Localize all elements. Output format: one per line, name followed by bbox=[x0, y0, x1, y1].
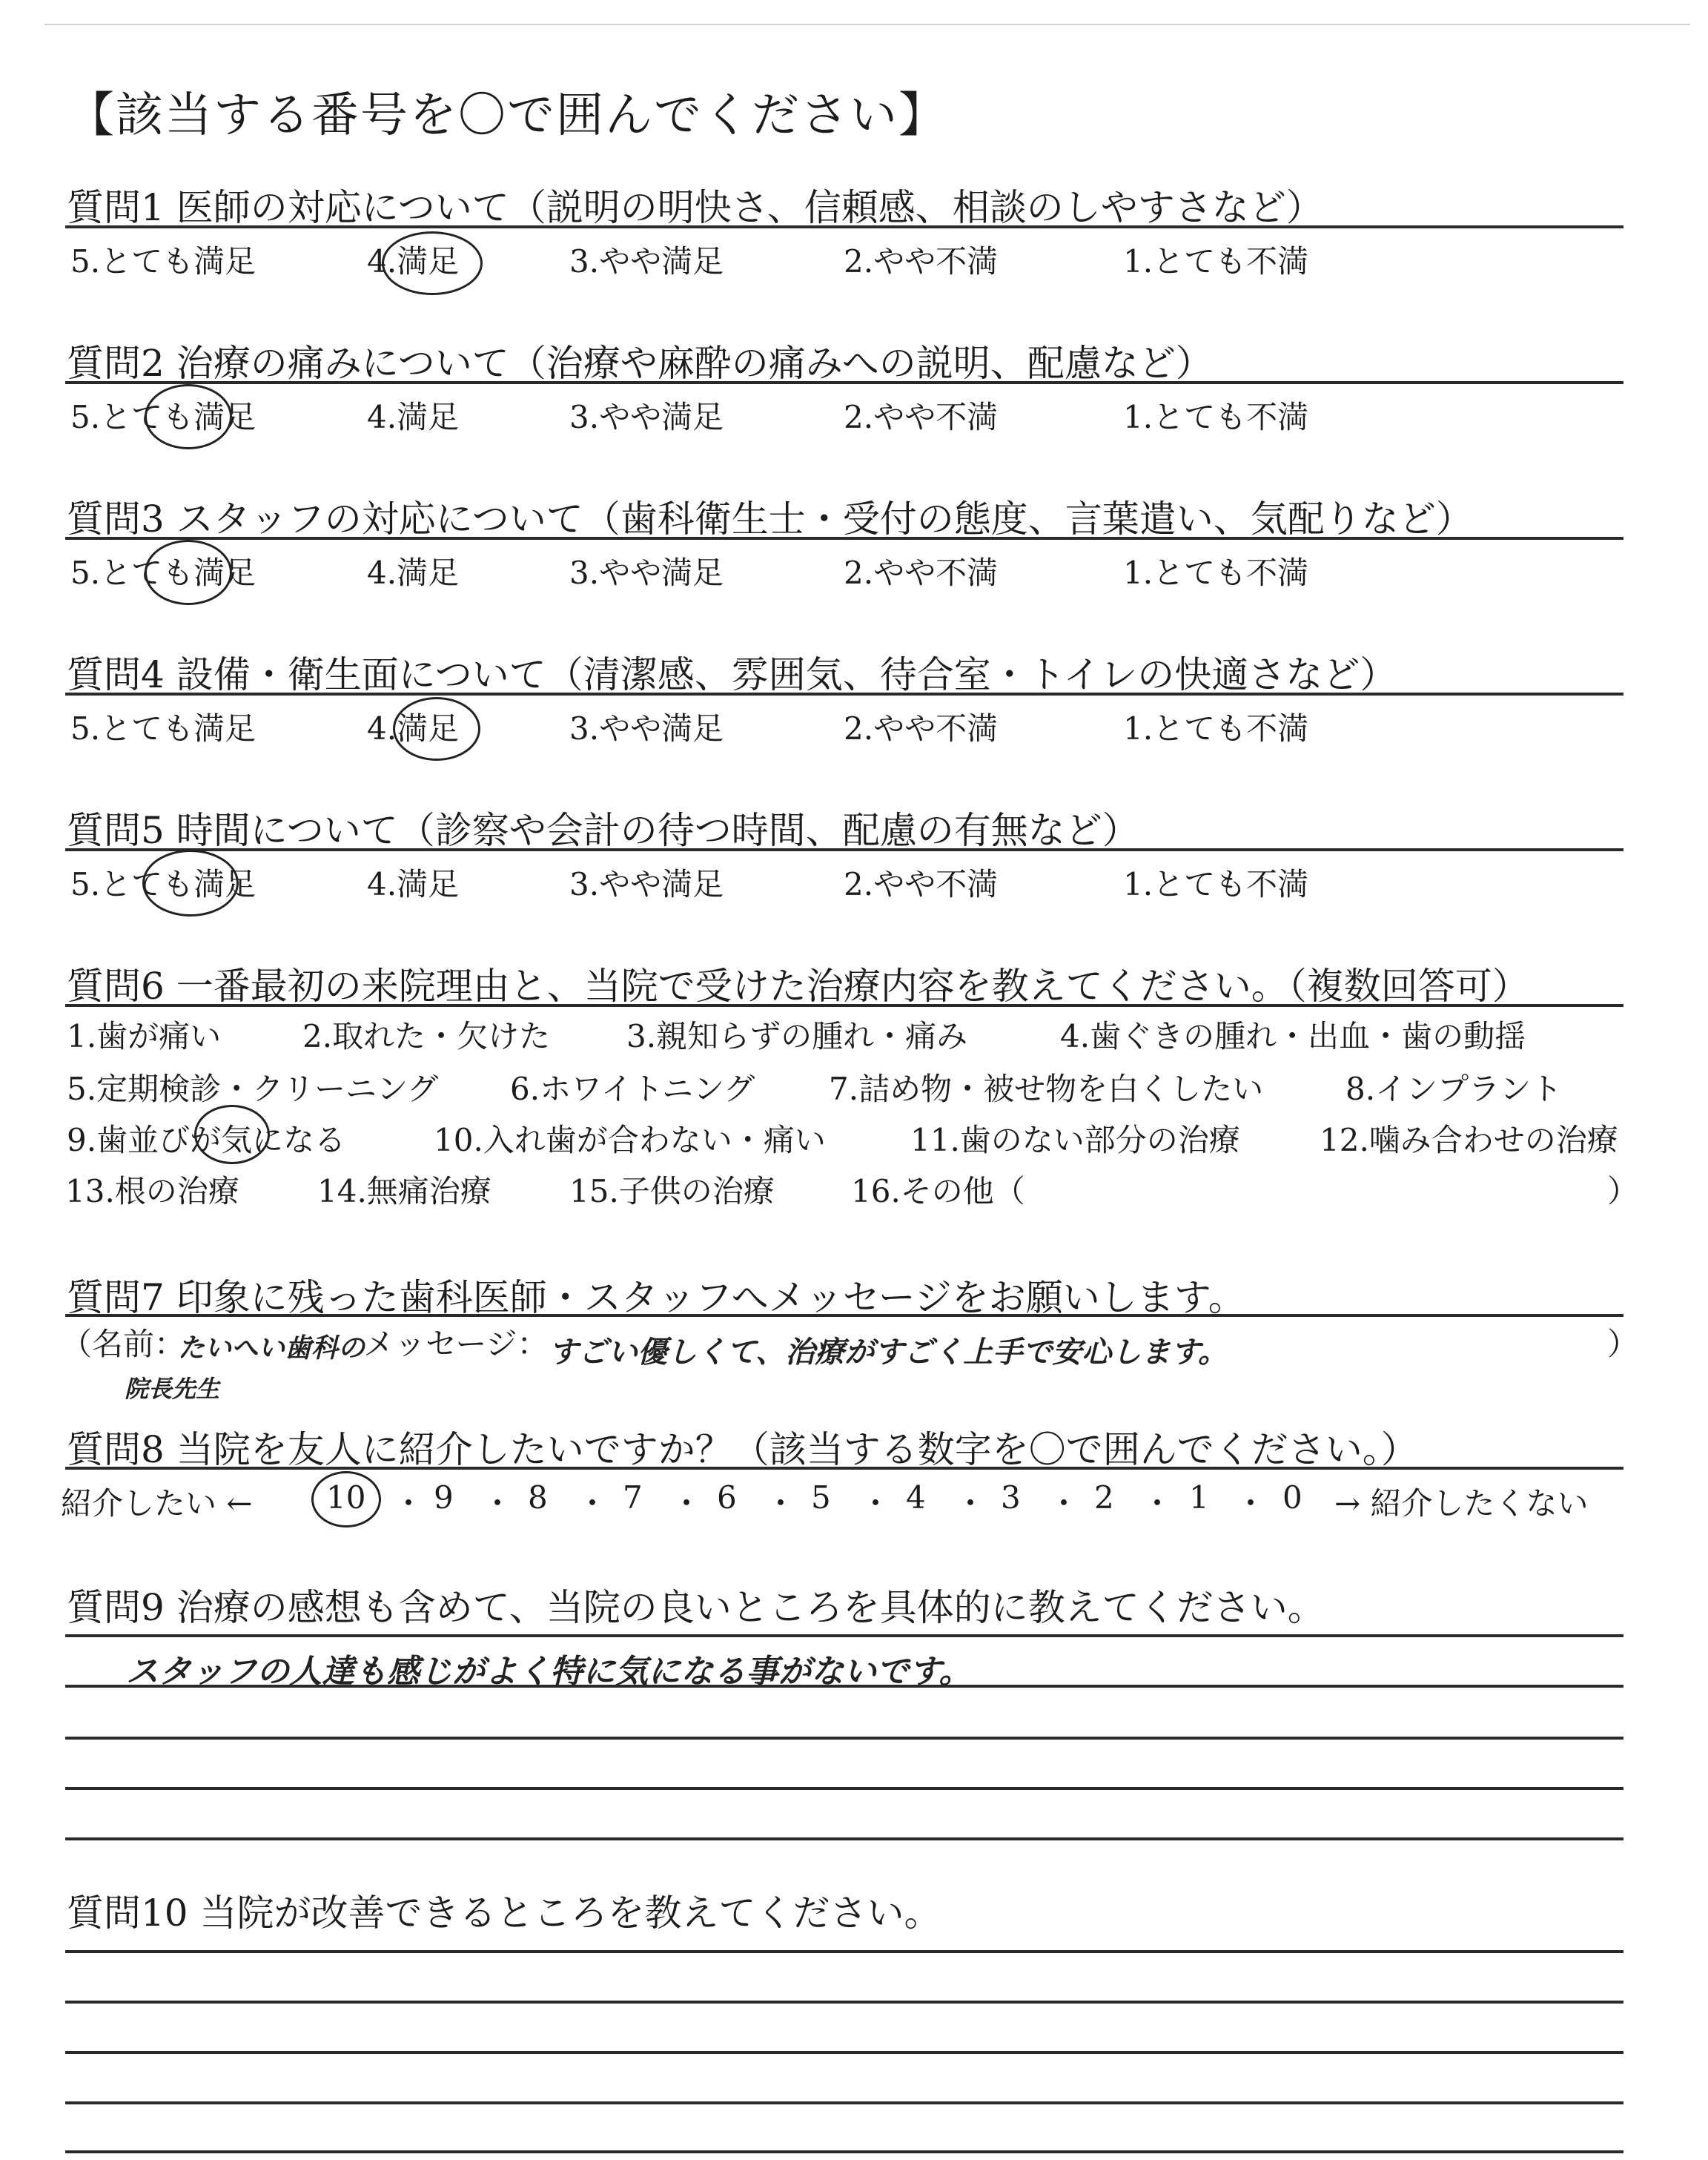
q1-option-5[interactable]: 5.とても満足 bbox=[70, 243, 256, 280]
q6-other-close-paren: ） bbox=[1607, 1173, 1639, 1209]
q6-option-8[interactable]: 8.インプラント bbox=[1345, 1071, 1563, 1107]
q3-option-3[interactable]: 3.やや満足 bbox=[569, 555, 724, 591]
q8-scale-8[interactable]: 8 bbox=[528, 1479, 548, 1516]
q8-dot: ・ bbox=[1142, 1485, 1174, 1522]
q3-option-4[interactable]: 4.満足 bbox=[367, 555, 460, 591]
q4-option-3[interactable]: 3.やや満足 bbox=[569, 710, 724, 747]
q8-scale-0[interactable]: 0 bbox=[1282, 1479, 1302, 1516]
q5-question: 質問5 時間について（診察や会計の待つ時間、配慮の有無など） bbox=[67, 809, 1139, 852]
q2-selection-circle bbox=[145, 384, 232, 449]
q5-option-2[interactable]: 2.やや不満 bbox=[844, 866, 999, 902]
q8-scale-5[interactable]: 5 bbox=[811, 1479, 831, 1516]
q10-question: 質問10 当院が改善できるところを教えてください。 bbox=[67, 1892, 941, 1935]
q6-option-4[interactable]: 4.歯ぐきの腫れ・出血・歯の動揺 bbox=[1060, 1018, 1526, 1054]
q7-question: 質問7 印象に残った歯科医師・スタッフへメッセージをお願いします。 bbox=[67, 1276, 1245, 1319]
q9-question: 質問9 治療の感想も含めて、当院の良いところを具体的に教えてください。 bbox=[67, 1586, 1325, 1629]
q8-dot: ・ bbox=[482, 1485, 514, 1522]
q9-answer-handwriting[interactable]: スタッフの人達も感じがよく特に気になる事がないです。 bbox=[126, 1653, 972, 1691]
q5-rule bbox=[65, 848, 1623, 851]
q8-dot: ・ bbox=[393, 1485, 425, 1522]
q7-rule bbox=[65, 1314, 1623, 1317]
q6-question: 質問6 一番最初の来院理由と、当院で受けた治療内容を教えてください。（複数回答可） bbox=[67, 965, 1529, 1008]
q1-option-3[interactable]: 3.やや満足 bbox=[569, 243, 724, 280]
q6-option-12[interactable]: 12.噛み合わせの治療 bbox=[1320, 1122, 1618, 1158]
q6-option-7[interactable]: 7.詰め物・被せ物を白くしたい bbox=[829, 1071, 1264, 1107]
q4-option-1[interactable]: 1.とても不満 bbox=[1123, 710, 1309, 747]
q7-name-label: （名前： bbox=[61, 1326, 186, 1362]
q6-option-10[interactable]: 10.入れ歯が合わない・痛い bbox=[434, 1122, 826, 1158]
q3-rule bbox=[65, 537, 1623, 540]
q8-dot: ・ bbox=[765, 1485, 797, 1522]
q4-option-4[interactable]: 4.満足 bbox=[367, 710, 460, 747]
q4-option-2[interactable]: 2.やや不満 bbox=[844, 710, 999, 747]
q3-option-1[interactable]: 1.とても不満 bbox=[1123, 555, 1309, 591]
q6-option-16[interactable]: 16.その他（ bbox=[851, 1173, 1025, 1209]
q1-selection-circle bbox=[382, 231, 483, 295]
q6-option-6[interactable]: 6.ホワイトニング bbox=[510, 1071, 755, 1107]
q2-option-5[interactable]: 5.とても満足 bbox=[70, 399, 256, 435]
q8-scale-3[interactable]: 3 bbox=[1001, 1479, 1021, 1516]
q1-question: 質問1 医師の対応について（説明の明快さ、信頼感、相談のしやすさなど） bbox=[67, 186, 1323, 229]
q9-answer-line bbox=[65, 1787, 1623, 1790]
q8-dot: ・ bbox=[671, 1485, 703, 1522]
q6-option-13[interactable]: 13.根の治療 bbox=[65, 1173, 239, 1209]
q1-rule bbox=[65, 225, 1623, 228]
q7-name-handwriting-line2: 院長先生 bbox=[125, 1375, 220, 1403]
q2-question: 質問2 治療の痛みについて（治療や麻酔の痛みへの説明、配慮など） bbox=[67, 342, 1213, 385]
q3-option-2[interactable]: 2.やや不満 bbox=[844, 555, 999, 591]
q8-scale-7[interactable]: 7 bbox=[623, 1479, 643, 1516]
q6-option-15[interactable]: 15.子供の治療 bbox=[569, 1173, 775, 1209]
q10-answer-line bbox=[65, 2150, 1623, 2153]
q3-question: 質問3 スタッフの対応について（歯科衛生士・受付の態度、言葉遣い、気配りなど） bbox=[67, 498, 1473, 541]
q4-question: 質問4 設備・衛生面について（清潔感、雰囲気、待合室・トイレの快適さなど） bbox=[67, 653, 1397, 696]
q8-scale-10[interactable]: 10 bbox=[326, 1479, 366, 1516]
q5-option-3[interactable]: 3.やや満足 bbox=[569, 866, 724, 902]
q8-scale-6[interactable]: 6 bbox=[717, 1479, 737, 1516]
q6-option-2[interactable]: 2.取れた・欠けた bbox=[302, 1018, 551, 1054]
q4-rule bbox=[65, 693, 1623, 696]
q2-option-2[interactable]: 2.やや不満 bbox=[844, 399, 999, 435]
q2-option-4[interactable]: 4.満足 bbox=[367, 399, 460, 435]
q8-question: 質問8 当院を友人に紹介したいですか？（該当する数字を〇で囲んでください。） bbox=[67, 1428, 1418, 1471]
q6-option-1[interactable]: 1.歯が痛い bbox=[67, 1018, 222, 1054]
q5-option-4[interactable]: 4.満足 bbox=[367, 866, 460, 902]
q1-option-4[interactable]: 4.満足 bbox=[367, 243, 460, 280]
q8-selection-circle bbox=[311, 1471, 381, 1527]
q8-dot: ・ bbox=[577, 1485, 609, 1522]
q6-option-11[interactable]: 11.歯のない部分の治療 bbox=[910, 1122, 1240, 1158]
q7-message-label: メッセージ： bbox=[363, 1326, 549, 1362]
q7-name-handwriting[interactable]: たいへい歯科の bbox=[178, 1333, 365, 1364]
q8-dot: ・ bbox=[1048, 1485, 1080, 1522]
scan-top-edge bbox=[44, 24, 1690, 25]
q8-scale-2[interactable]: 2 bbox=[1094, 1479, 1114, 1516]
q6-option-14[interactable]: 14.無痛治療 bbox=[317, 1173, 491, 1209]
q2-rule bbox=[65, 381, 1623, 384]
q8-dot: ・ bbox=[1235, 1485, 1267, 1522]
q6-option-9[interactable]: 9.歯並びが気になる bbox=[67, 1122, 346, 1158]
q10-answer-line bbox=[65, 1950, 1623, 1953]
q2-option-3[interactable]: 3.やや満足 bbox=[569, 399, 724, 435]
q10-answer-line bbox=[65, 2101, 1623, 2104]
q5-option-5[interactable]: 5.とても満足 bbox=[70, 866, 256, 902]
q8-scale-4[interactable]: 4 bbox=[906, 1479, 926, 1516]
q8-right-label: → 紹介したくない bbox=[1334, 1485, 1589, 1522]
q9-answer-line bbox=[65, 1634, 1623, 1637]
q7-close-paren: ） bbox=[1607, 1326, 1639, 1362]
q8-dot: ・ bbox=[955, 1485, 987, 1522]
q9-answer-line bbox=[65, 1837, 1623, 1840]
q9-answer-line bbox=[65, 1737, 1623, 1740]
q6-option-5[interactable]: 5.定期検診・クリーニング bbox=[67, 1071, 439, 1107]
q7-message-handwriting[interactable]: すごい優しくて、治療がすごく上手で安心します。 bbox=[549, 1335, 1228, 1370]
q5-option-1[interactable]: 1.とても不満 bbox=[1123, 866, 1309, 902]
q4-selection-circle bbox=[393, 697, 480, 761]
q4-option-5[interactable]: 5.とても満足 bbox=[70, 710, 256, 747]
q5-selection-circle bbox=[142, 850, 239, 916]
q6-option-3[interactable]: 3.親知らずの腫れ・痛み bbox=[626, 1018, 968, 1054]
q8-scale-1[interactable]: 1 bbox=[1189, 1479, 1209, 1516]
q10-answer-line bbox=[65, 2001, 1623, 2004]
q8-rule bbox=[65, 1467, 1623, 1470]
q3-selection-circle bbox=[145, 540, 232, 605]
q6-rule bbox=[65, 1004, 1623, 1007]
q1-option-1[interactable]: 1.とても不満 bbox=[1123, 243, 1309, 280]
q8-dot: ・ bbox=[860, 1485, 892, 1522]
q8-left-label: 紹介したい ← bbox=[61, 1485, 253, 1522]
page-title: 【該当する番号を〇で囲んでください】 bbox=[67, 88, 947, 143]
q6-selection-circle bbox=[194, 1105, 270, 1164]
q1-option-2[interactable]: 2.やや不満 bbox=[844, 243, 999, 280]
q3-option-5[interactable]: 5.とても満足 bbox=[70, 555, 256, 591]
q2-option-1[interactable]: 1.とても不満 bbox=[1123, 399, 1309, 435]
q10-answer-line bbox=[65, 2051, 1623, 2054]
q9-answer-line bbox=[65, 1685, 1623, 1688]
q8-scale-9[interactable]: 9 bbox=[434, 1479, 454, 1516]
